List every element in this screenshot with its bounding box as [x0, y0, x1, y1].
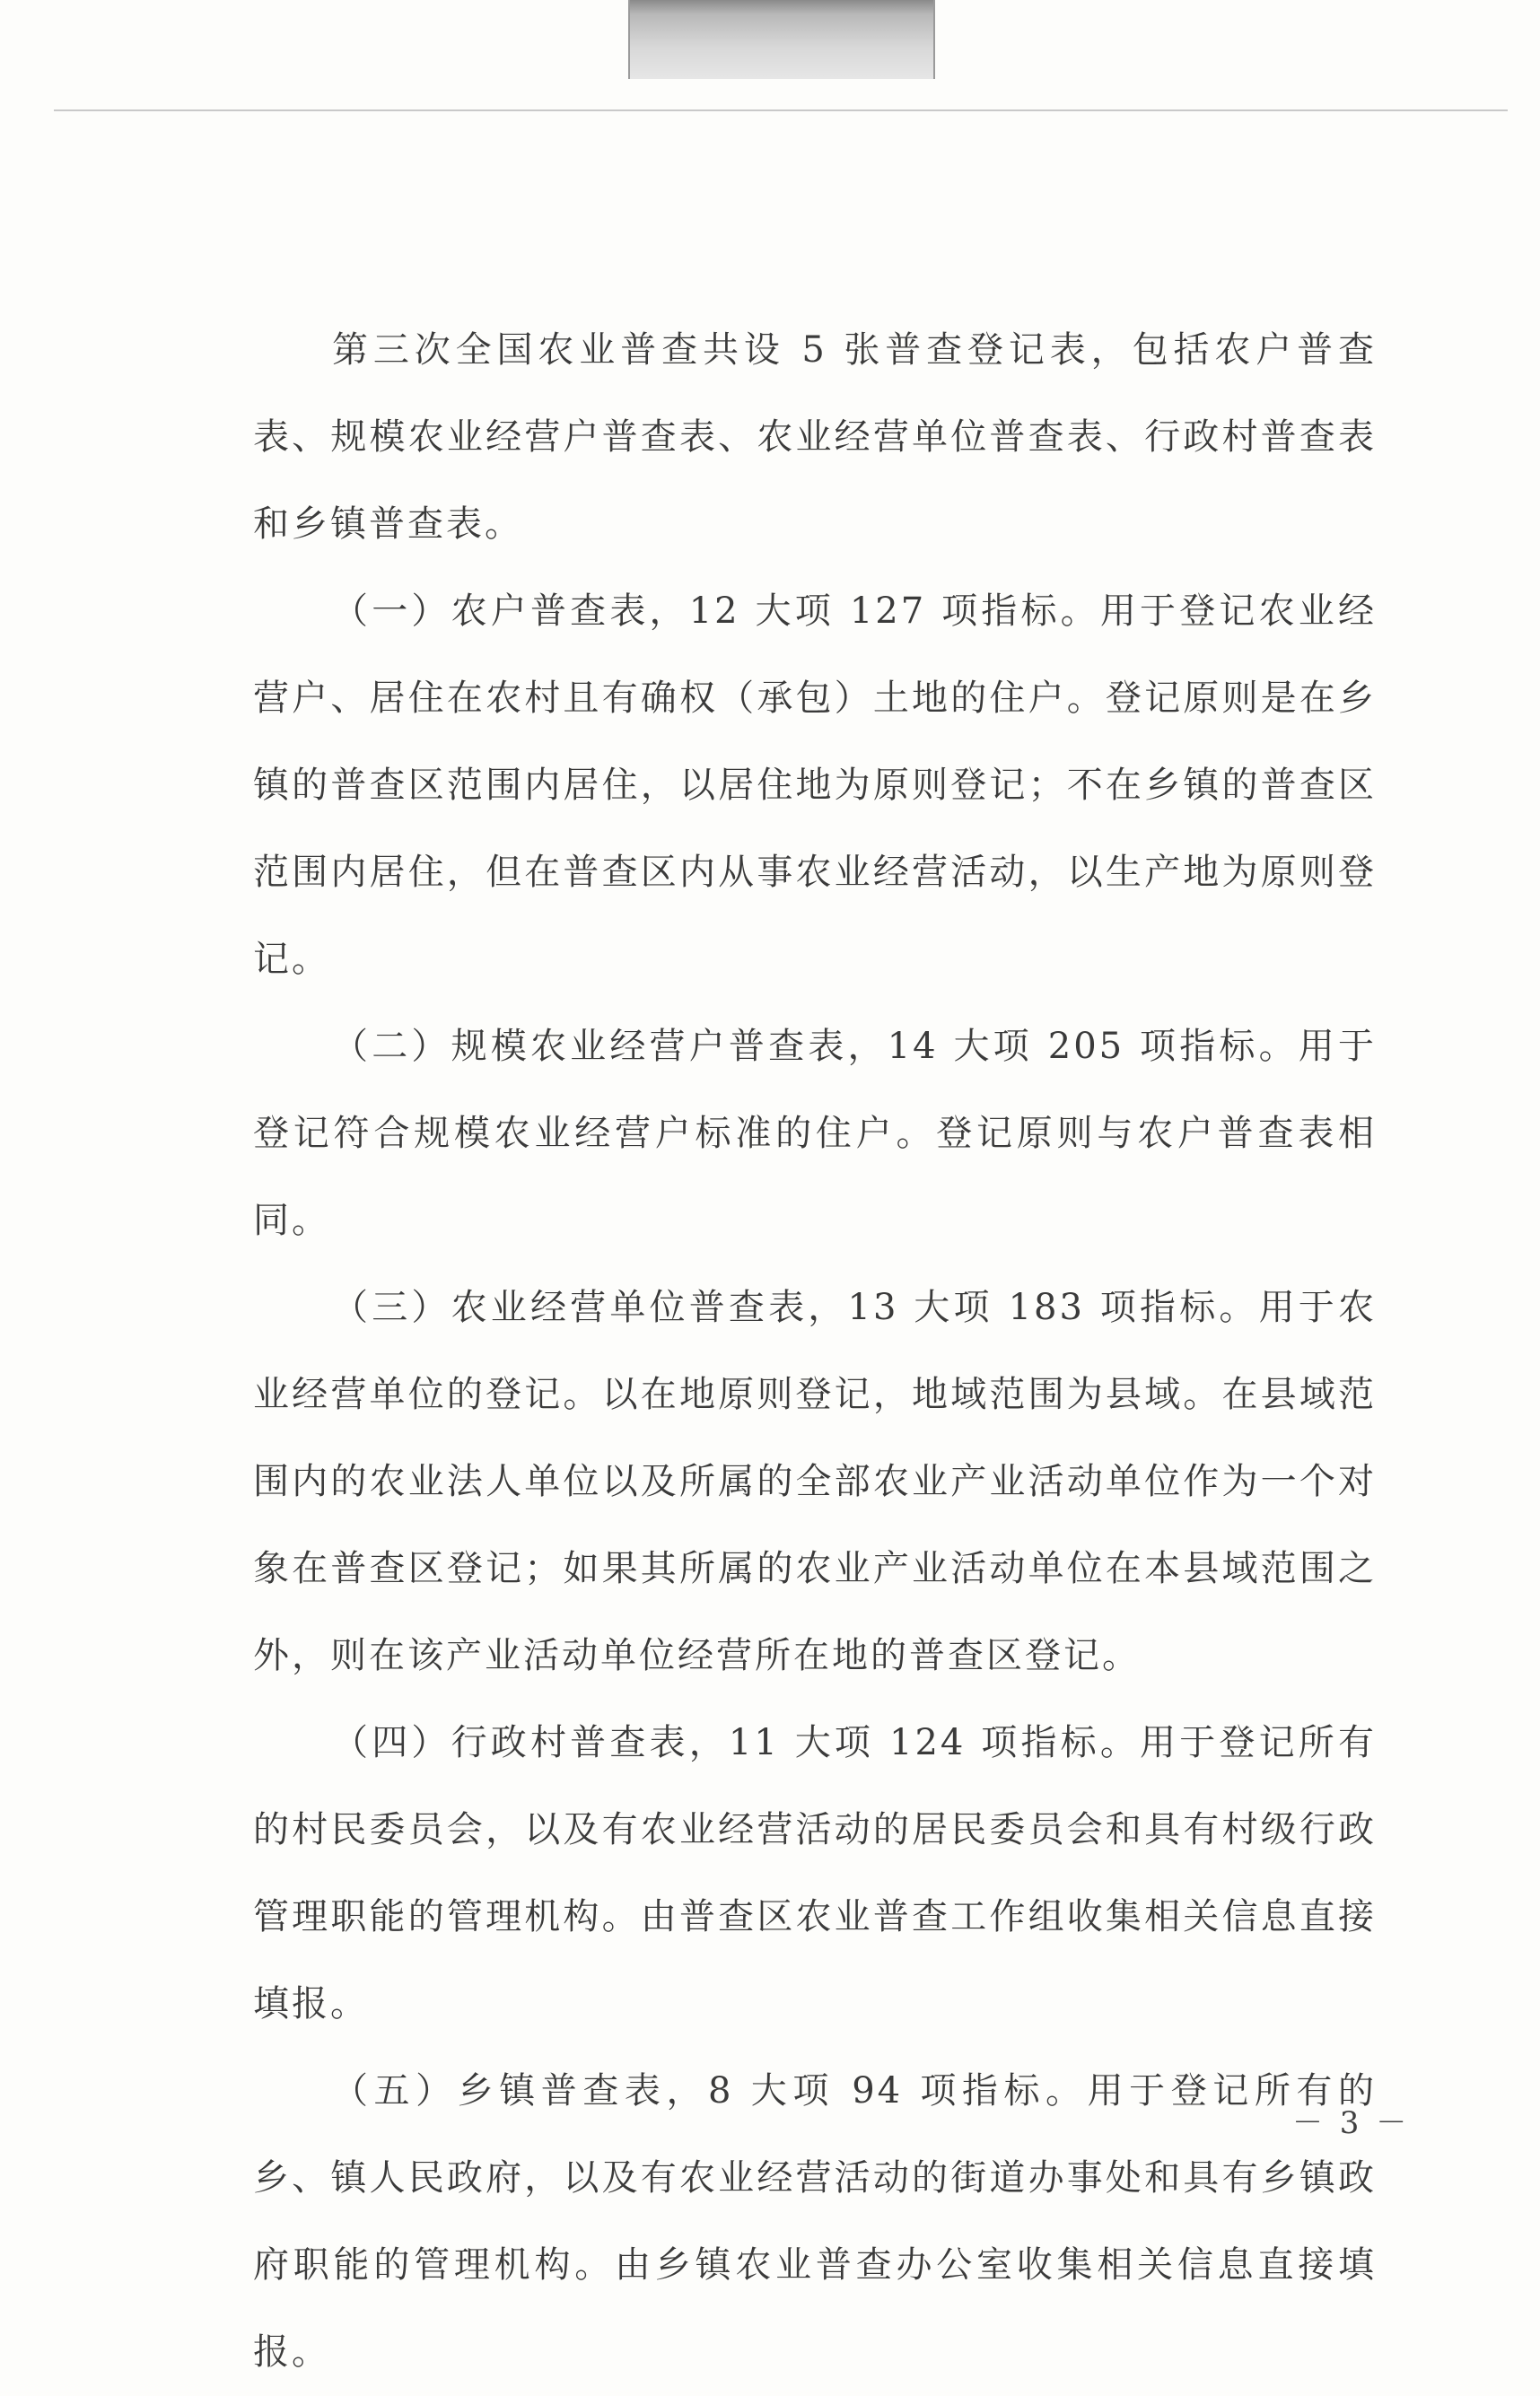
paragraph-household-form: （一）农户普查表，12 大项 127 项指标。用于登记农业经营户、居住在农村且有确权（承包）土地的住户。登记原则是在乡镇的普查区范围内居住，以居住地为原则登记；不在乡镇的普查区范围内居住，但在普查区内从事农业经营活动，以生产地为原则登记。: [253, 590, 1377, 980]
paragraph-business-unit-form: （三）农业经营单位普查表，13 大项 183 项指标。用于农业经营单位的登记。以在地原则登记，地域范围为县域。在县域范围内的农业法人单位以及所属的全部农业产业活动单位作为一个对象在普查区登记；如果其所属的农业产业活动单位在本县域范围之外，则在该产业活动单位经营所在地的普查区登记。: [253, 1287, 1377, 1676]
scan-binder-tab: [628, 0, 935, 79]
paragraph-township-form: （五）乡镇普查表，8 大项 94 项指标。用于登记所有的乡、镇人民政府，以及有农业经营活动的街道办事处和具有乡镇政府职能的管理机构。由乡镇农业普查办公室收集相关信息直接填报。: [253, 2070, 1377, 2373]
paragraph-intro: 第三次全国农业普查共设 5 张普查登记表，包括农户普查表、规模农业经营户普查表、农业经营单位普查表、行政村普查表和乡镇普查表。: [253, 329, 1377, 545]
scan-top-rule: [54, 109, 1508, 111]
page-number: － 3 －: [1292, 2105, 1411, 2141]
paragraph-village-form: （四）行政村普查表，11 大项 124 项指标。用于登记所有的村民委员会，以及有农业经营活动的居民委员会和具有村级行政管理职能的管理机构。由普查区农业普查工作组收集相关信息直接填报。: [253, 1722, 1377, 2024]
paragraph-large-household-form: （二）规模农业经营户普查表，14 大项 205 项指标。用于登记符合规模农业经营户标准的住户。登记原则与农户普查表相同。: [253, 1026, 1377, 1241]
document-body: [253, 307, 1377, 2396]
